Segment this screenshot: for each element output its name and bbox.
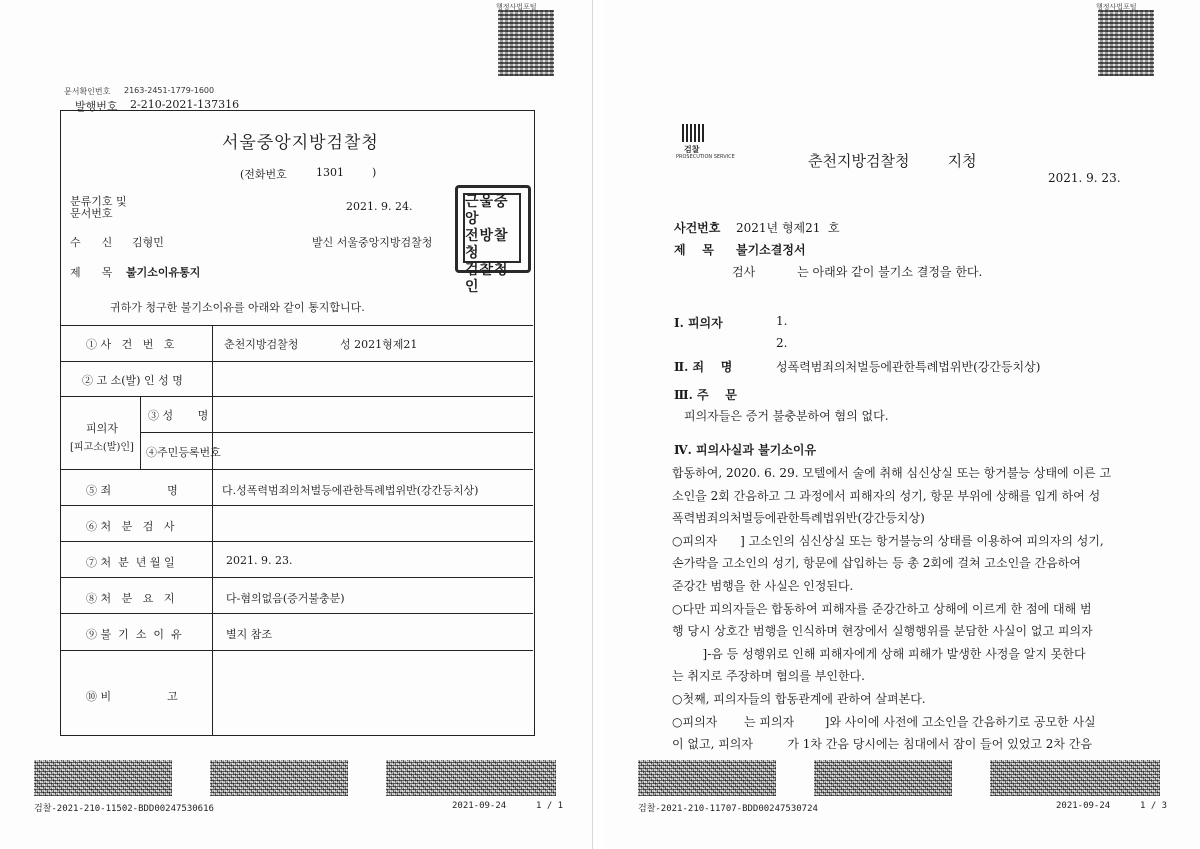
official-seal <box>455 185 531 295</box>
body-line: 이 없고, 피의자 가 1차 간음 당시에는 침대에서 잠이 들어 있었고 2차 간음 <box>672 737 1092 752</box>
suspect-group-label: 피의자 <box>86 422 118 435</box>
left-barcode-1 <box>34 760 172 796</box>
row-line <box>61 541 533 542</box>
complainant-label: ② 고 소(발) 인 성 명 <box>82 374 183 387</box>
body-line: 합동하여, 2020. 6. 29. 모텔에서 술에 취해 심신상실 또는 항거불능 상태에 이른 고 <box>672 466 1112 480</box>
name-label: ③ 성 명 <box>148 409 209 422</box>
disposal-summary-label: ⑧ 처 분 요 지 <box>86 592 175 605</box>
row-line <box>61 613 533 614</box>
subject-value: 불기소이유통지 <box>126 266 201 279</box>
body-line: 폭력범죄의처벌등에관한특례법위반(강간등치상) <box>672 511 925 526</box>
right-date: 2021. 9. 23. <box>1048 171 1121 185</box>
sender: 발신 서울중앙지방검찰청 <box>312 236 433 249</box>
section3-value: 피의자들은 증거 불충분하여 혐의 없다. <box>684 409 889 423</box>
suspect-group-sub: [피고소(발)인] <box>70 442 134 453</box>
section3-label: Ⅲ. 주 문 <box>674 388 737 402</box>
row-line <box>61 469 533 470</box>
row-line <box>61 396 533 397</box>
left-qr-code <box>498 10 554 76</box>
right-barcode-1 <box>638 760 776 796</box>
row-line <box>61 361 533 362</box>
body-line: 소인을 2회 간음하고 그 과정에서 피해자의 성기, 항문 부위에 상해를 입게 하여 성 <box>672 488 1101 503</box>
table-top-line <box>61 325 533 326</box>
issue-number: 2-210-2021-137316 <box>130 98 240 111</box>
left-barcode-3 <box>386 760 556 796</box>
section2-label: Ⅱ. 죄 명 <box>674 360 733 374</box>
left-footer-code: 검찰-2021-210-11502-BDD00247530616 <box>34 804 214 814</box>
col-divider <box>212 325 213 735</box>
phone-close: ) <box>372 166 377 179</box>
body-line: ○피의자 는 피의자 ]와 사이에 사전에 고소인을 간음하기로 공모한 사실 <box>672 714 1096 729</box>
body-line: 준강간 범행을 한 사실은 인정된다. <box>672 578 854 593</box>
section4-label: Ⅳ. 피의사실과 불기소이유 <box>674 443 817 457</box>
left-office-title: 서울중앙지방검찰청 <box>222 133 379 153</box>
logo-text: 검찰 <box>684 145 700 154</box>
case-no-value: 성 2021형제21 <box>340 338 418 351</box>
notice-date: 2021. 9. 24. <box>346 200 413 213</box>
decision-subject-value: 불기소결정서 <box>736 243 806 257</box>
left-document-page <box>0 0 592 849</box>
right-barcode-2 <box>814 760 952 796</box>
prosecutor-line: 검사 는 아래와 같이 불기소 결정을 한다. <box>732 265 983 279</box>
left-barcode-2 <box>210 760 348 796</box>
body-line: ○다만 피의자들은 합동하여 피해자를 준강간하고 상해에 이르게 한 점에 대해 범 <box>672 601 1092 616</box>
class-label-2: 문서번호 <box>70 207 113 220</box>
left-footer-page: 1 / 1 <box>536 801 564 811</box>
doc-check-number: 2163-2451-1779-1600 <box>124 86 215 95</box>
body-line: 는 취지로 주장하며 혐의를 부인한다. <box>672 669 865 684</box>
phone-number: 1301 <box>316 166 344 179</box>
doc-check-label: 문서확인번호 <box>64 87 111 96</box>
class-label-1: 분류기호 및 <box>70 195 127 208</box>
right-document-page <box>604 0 1200 849</box>
right-footer-code: 검찰-2021-210-11707-BDD00247530724 <box>638 804 818 814</box>
charge-label: ⑤ 죄 명 <box>86 484 178 497</box>
prosecutor-label: ⑥ 처 분 검 사 <box>86 520 175 533</box>
seal-glyphs: 근울중앙 전방찰청 검찰청인 <box>465 194 509 295</box>
row-line <box>61 505 533 506</box>
body-line: ○첫째, 피의자들의 합동관계에 관하여 살펴본다. <box>672 691 926 706</box>
left-footer-date: 2021-09-24 <box>452 801 507 811</box>
body-line: ○피의자 ] 고소인의 심신상실 또는 항거불능의 상태를 이용하여 피의자의 성기, <box>672 533 1104 548</box>
issue-label: 발행번호 <box>75 100 118 113</box>
body-line: 행 당시 상호간 범행을 인식하며 현장에서 실행행위를 분담한 사실이 없고 피의자 <box>672 624 1093 639</box>
row-line <box>61 577 533 578</box>
logo-subtext: PROSECUTION SERVICE <box>676 154 735 160</box>
disposal-summary-value: 다-혐의없음(증거불충분) <box>226 592 345 605</box>
disposal-date-label: ⑦ 처 분 년 월 일 <box>86 556 175 569</box>
subject-label: 제 목 <box>70 266 113 279</box>
body-line: 손가락을 고소인의 성기, 항문에 삽입하는 등 총 2회에 걸쳐 고소인을 간음하여 <box>672 556 1081 571</box>
section1-label: Ⅰ. 피의자 <box>674 316 723 330</box>
decision-subject-label: 제 목 <box>674 243 714 257</box>
section1-item1: 1. <box>776 314 788 328</box>
case-no-office: 춘천지방검찰청 <box>224 338 299 351</box>
charge-value: 다.성폭력범죄의처벌등에관한특례법위반(강간등치상) <box>222 484 479 497</box>
remarks-label: ⑩ 비 고 <box>86 690 178 703</box>
body-paragraph-block <box>672 462 1172 756</box>
recipient-name: 김형민 <box>132 236 164 249</box>
disposal-date-value: 2021. 9. 23. <box>226 554 293 567</box>
col-divider-suspect <box>140 396 141 469</box>
right-barcode-3 <box>990 760 1160 796</box>
notice-intro: 귀하가 청구한 불기소이유를 아래와 같이 통지합니다. <box>110 301 365 314</box>
right-qr-label: 행정사법포털 <box>1096 3 1137 11</box>
section2-value: 성폭력범죄의처벌등에관한특례법위반(강간등치상) <box>776 360 1041 374</box>
rrn-label: ④주민등록번호 <box>146 446 221 459</box>
section1-item2: 2. <box>776 336 788 350</box>
prosecution-logo-icon <box>682 124 706 146</box>
right-footer-page: 1 / 3 <box>1140 801 1168 811</box>
left-qr-label: 행정사법포털 <box>496 3 537 11</box>
reason-value: 별지 참조 <box>226 628 273 641</box>
reason-label: ⑨ 불 기 소 이 유 <box>86 628 182 641</box>
case-number-label: 사건번호 <box>674 221 721 235</box>
right-office-title: 춘천지방검찰청 지청 <box>808 152 977 170</box>
recipient-label: 수 신 <box>70 236 113 249</box>
right-qr-code <box>1098 10 1154 76</box>
case-number-value: 2021년 형제21 호 <box>736 221 840 235</box>
row-line <box>140 432 533 433</box>
row-line <box>61 650 533 651</box>
case-no-label: ① 사 건 번 호 <box>86 338 175 351</box>
phone-label: (전화번호 <box>240 168 287 181</box>
body-line: ]-음 등 성행위로 인해 피해자에게 상해 피해가 발생한 사정을 알지 못한다 <box>672 646 1086 661</box>
right-footer-date: 2021-09-24 <box>1056 801 1111 811</box>
